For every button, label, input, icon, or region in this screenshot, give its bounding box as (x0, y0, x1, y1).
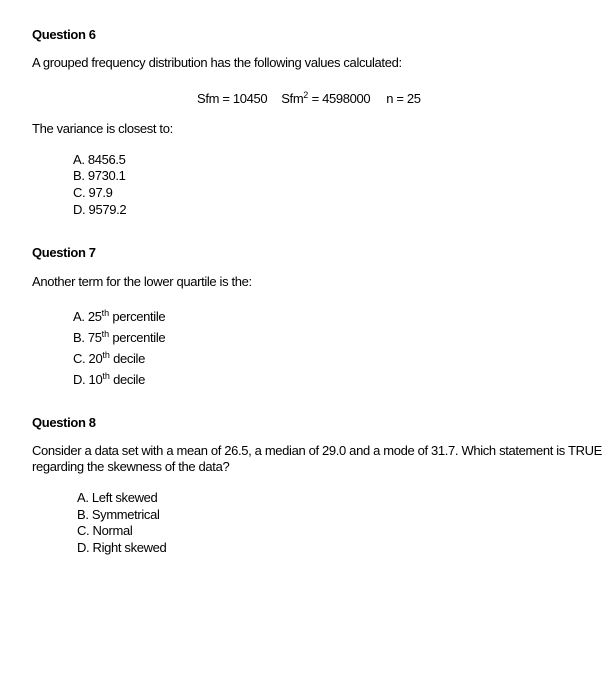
question-6-option-b[interactable]: B. 9730.1 (73, 168, 126, 183)
question-6-intro: A grouped frequency distribution has the following values calculated: (32, 55, 402, 70)
question-8-title: Question 8 (32, 415, 96, 430)
question-7-prompt: Another term for the lower quartile is the: (32, 274, 252, 289)
question-7-option-d[interactable]: D. 10th decile (73, 371, 145, 387)
question-6-option-c[interactable]: C. 97.9 (73, 185, 113, 200)
question-8-prompt-line-1: Consider a data set with a mean of 26.5, a median of 29.0 and a mode of 31.7. Which statement is TRUE (32, 443, 602, 458)
question-6-prompt: The variance is closest to: (32, 121, 173, 136)
question-8-option-d[interactable]: D. Right skewed (77, 540, 167, 555)
question-7-option-b[interactable]: B. 75th percentile (73, 329, 166, 345)
question-8-option-c[interactable]: C. Normal (77, 523, 133, 538)
question-8-option-a[interactable]: A. Left skewed (77, 490, 158, 505)
question-6-option-a[interactable]: A. 8456.5 (73, 152, 126, 167)
question-7-option-a[interactable]: A. 25th percentile (73, 308, 166, 324)
formula-n: n = 25 (386, 91, 421, 106)
question-7-title: Question 7 (32, 245, 96, 260)
question-6-option-d[interactable]: D. 9579.2 (73, 202, 127, 217)
formula-sfm2: Sfm$^2$ = 4598000 (281, 90, 371, 106)
question-8-prompt-line-2: regarding the skewness of the data? (32, 459, 230, 474)
question-8-option-b[interactable]: B. Symmetrical (77, 507, 160, 522)
question-6-title: Question 6 (32, 27, 96, 42)
question-7-option-c[interactable]: C. 20th decile (73, 350, 145, 366)
formula-sfm: Sfm = 10450 (197, 91, 268, 106)
question-6-formula (197, 91, 421, 107)
